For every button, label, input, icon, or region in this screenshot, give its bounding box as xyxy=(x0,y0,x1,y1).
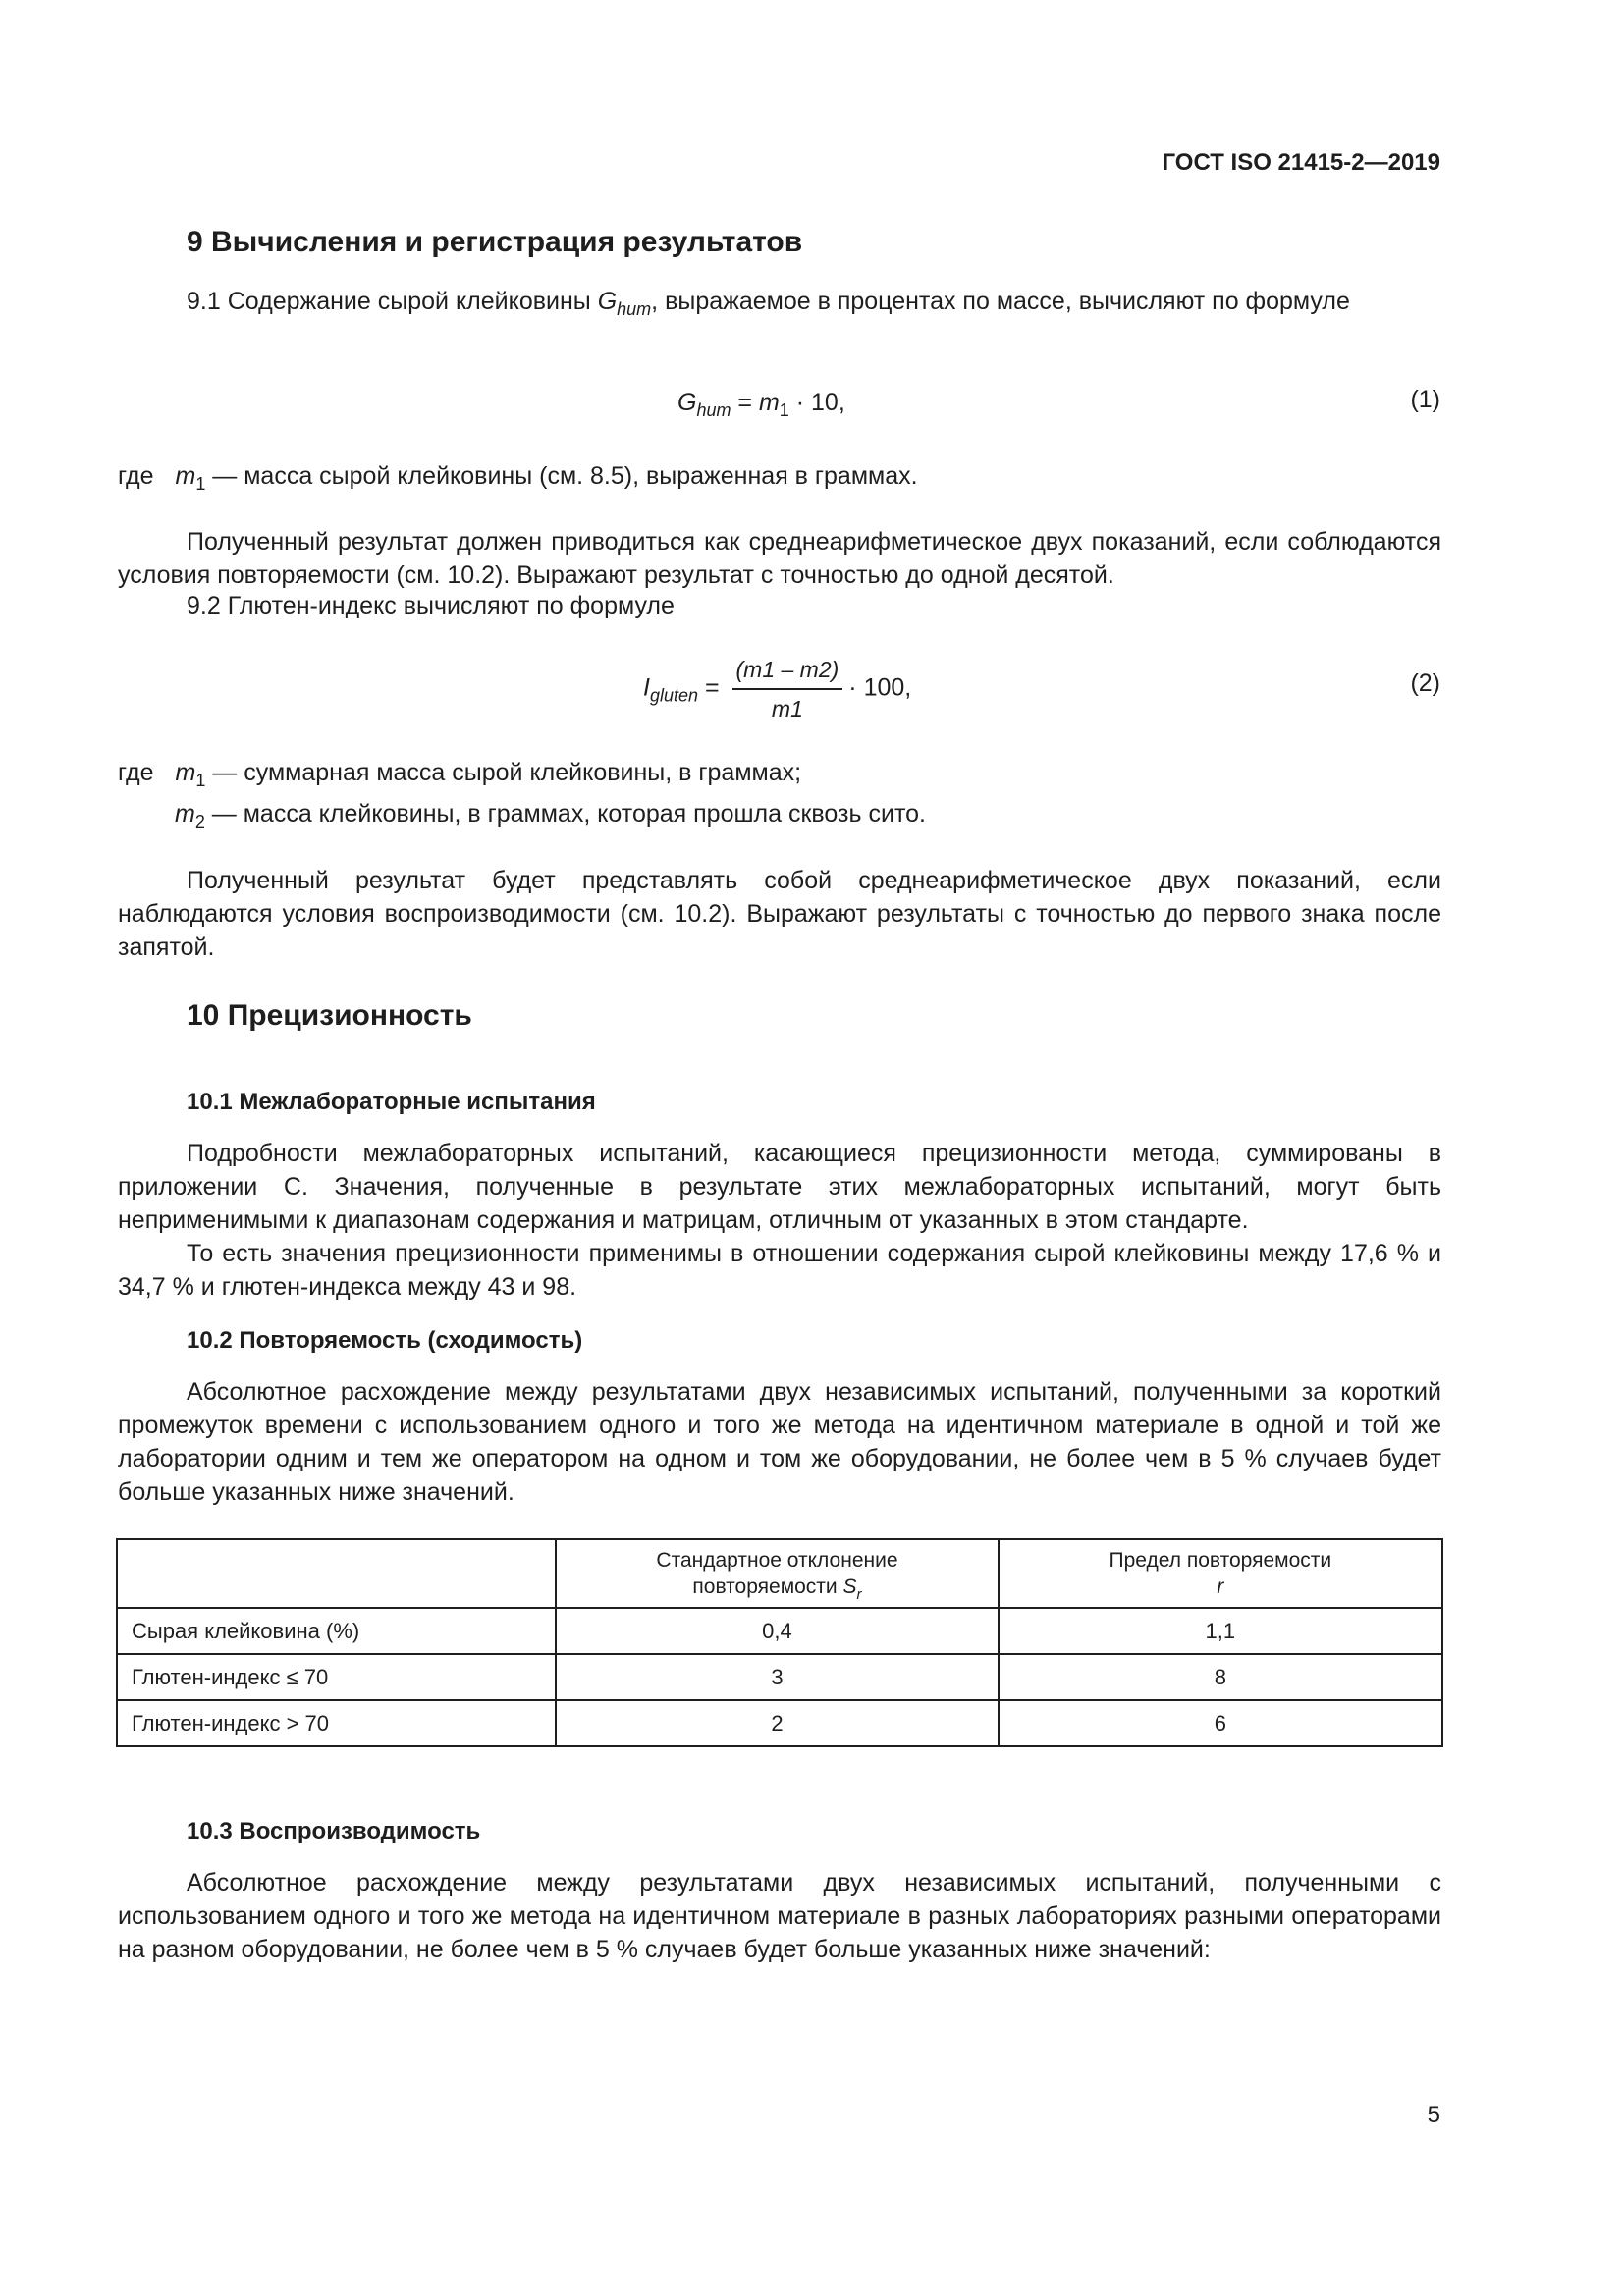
eq2-fraction xyxy=(732,653,843,725)
paragraph-10-1-b: То есть значения прецизионности применимы в отношении содержания сырой клейковины между 17,6 % и 34,7 % и глютен-индекса между 43 и 98. xyxy=(118,1240,1441,1301)
paragraph-9-2: 9.2 Глютен-индекс вычисляют по формуле xyxy=(187,592,675,619)
header-sr-line1: Стандартное отклонение xyxy=(656,1549,898,1572)
row-sr-value: 0,4 xyxy=(556,1608,998,1654)
p91-symbol-sub: hum xyxy=(617,299,652,319)
table-header-empty-cell xyxy=(117,1539,556,1608)
equation-2-number: (2) xyxy=(1410,669,1440,697)
section-10-2-heading: 10.2 Повторяемость (сходимость) xyxy=(187,1327,583,1354)
paragraph-result-2: Полученный результат будет представлять собой среднеарифметическое двух показаний, если наблюдаются условия воспроизводимости (см. 10.2). Выражают результаты с точностью до первого знака после запятой. xyxy=(118,867,1441,961)
p91-text-a: 9.1 Содержание сырой клейковины xyxy=(187,288,598,315)
section-10-heading: 10 Прецизионность xyxy=(187,999,472,1032)
where1-symbol: m xyxy=(175,462,196,490)
p91-symbol: G xyxy=(597,288,618,315)
page-number: 5 xyxy=(1427,2102,1440,2128)
section-9-heading: 9 Вычисления и регистрация результатов xyxy=(187,226,803,258)
row-label: Глютен-индекс > 70 xyxy=(117,1700,556,1746)
eq2-numerator: (m1 – m2) xyxy=(732,653,843,690)
row-sr-value: 2 xyxy=(556,1700,998,1746)
eq2-rest: · 100, xyxy=(848,673,912,702)
table-row xyxy=(117,1608,1442,1654)
eq1-lhs: G xyxy=(677,389,697,416)
row-label: Глютен-индекс ≤ 70 xyxy=(117,1654,556,1700)
table-row xyxy=(117,1700,1442,1746)
eq2-denominator: m1 xyxy=(771,696,803,721)
where-m1-definition xyxy=(118,459,918,493)
where2-m2-text: — масса клейковины, в граммах, которая прошла сквозь сито. xyxy=(204,800,926,828)
row-r-value: 6 xyxy=(999,1700,1442,1746)
paragraph-9-1 xyxy=(118,285,1441,318)
paragraph-10-3: Абсолютное расхождение между результатами двух независимых испытаний, полученными с использованием одного и того же метода на идентичном материале в разных лабораториях разными операторами на разном оборудовании, не более чем в 5 % случаев будет больше указанных ниже значений: xyxy=(118,1869,1441,1963)
header-sr-symbol: S xyxy=(842,1575,857,1598)
table-header-sr xyxy=(556,1539,998,1608)
header-r-symbol: r xyxy=(1217,1575,1224,1598)
eq2-lhs-sub: gluten xyxy=(649,685,698,706)
where1-gde: где xyxy=(118,462,154,490)
where-m1-sum-definition xyxy=(118,756,801,789)
where2-m1-symbol: m xyxy=(175,759,196,786)
row-label: Сырая клейковина (%) xyxy=(117,1608,556,1654)
eq1-m: m xyxy=(758,389,780,416)
equation-1 xyxy=(677,386,845,419)
row-r-value: 1,1 xyxy=(999,1608,1442,1654)
table-header-row xyxy=(117,1539,1442,1608)
where2-m1-text: — суммарная масса сырой клейковины, в граммах; xyxy=(205,759,802,786)
where2-m2-symbol: m xyxy=(175,800,195,828)
table-header-r xyxy=(999,1539,1442,1608)
section-10-1-heading: 10.1 Межлабораторные испытания xyxy=(187,1089,596,1115)
paragraph-result-1: Полученный результат должен приводиться как среднеарифметическое двух показаний, если соблюдаются условия повторяемости (см. 10.2). Выражают результат с точностью до одной десятой. xyxy=(118,528,1441,589)
row-sr-value: 3 xyxy=(556,1654,998,1700)
p91-text-b: , выражаемое в процентах по массе, вычисляют по формуле xyxy=(651,288,1350,315)
paragraph-10-1-a: Подробности межлабораторных испытаний, касающиеся прецизионности метода, суммированы в приложении С. Значения, полученные в результате этих межлабораторных испытаний, могут быть неприменимыми к диапазонам содержания и матрицам, отличным от указанных в этом стандарте. xyxy=(118,1140,1441,1234)
header-sr-symbol-sub: r xyxy=(856,1586,862,1603)
paragraph-10-2: Абсолютное расхождение между результатами двух независимых испытаний, полученными за короткий промежуток времени с использованием одного и того же метода на идентичном материале в одной и той же лаборатории одним и тем же оператором на одном и том же оборудовании, не более чем в 5 % случаев будет больше указанных ниже значений. xyxy=(118,1378,1441,1506)
eq2-lhs: I xyxy=(643,673,650,702)
eq1-rest: · 10, xyxy=(788,389,845,416)
where2-m2-sub: 2 xyxy=(194,812,205,831)
document-header-id: ГОСТ ISO 21415-2—2019 xyxy=(1162,149,1440,176)
where1-symbol-sub: 1 xyxy=(195,474,206,494)
where-m2-definition xyxy=(175,797,926,830)
equation-1-number: (1) xyxy=(1410,386,1440,413)
row-r-value: 8 xyxy=(999,1654,1442,1700)
table-row xyxy=(117,1654,1442,1700)
header-sr-line2: повторяемости xyxy=(692,1575,843,1598)
repeatability-table xyxy=(116,1538,1443,1747)
eq1-equals: = xyxy=(731,389,759,416)
eq1-lhs-sub: hum xyxy=(696,400,731,420)
where2-gde: где xyxy=(118,759,154,786)
where1-text: — масса сырой клейковины (см. 8.5), выраженная в граммах. xyxy=(205,462,918,490)
equation-2 xyxy=(643,653,911,725)
eq1-m-sub: 1 xyxy=(779,400,789,420)
where2-m1-sub: 1 xyxy=(195,771,206,790)
eq2-equals: = xyxy=(698,673,727,702)
header-r-line1: Предел повторяемости xyxy=(1109,1549,1332,1572)
section-10-3-heading: 10.3 Воспроизводимость xyxy=(187,1818,481,1844)
